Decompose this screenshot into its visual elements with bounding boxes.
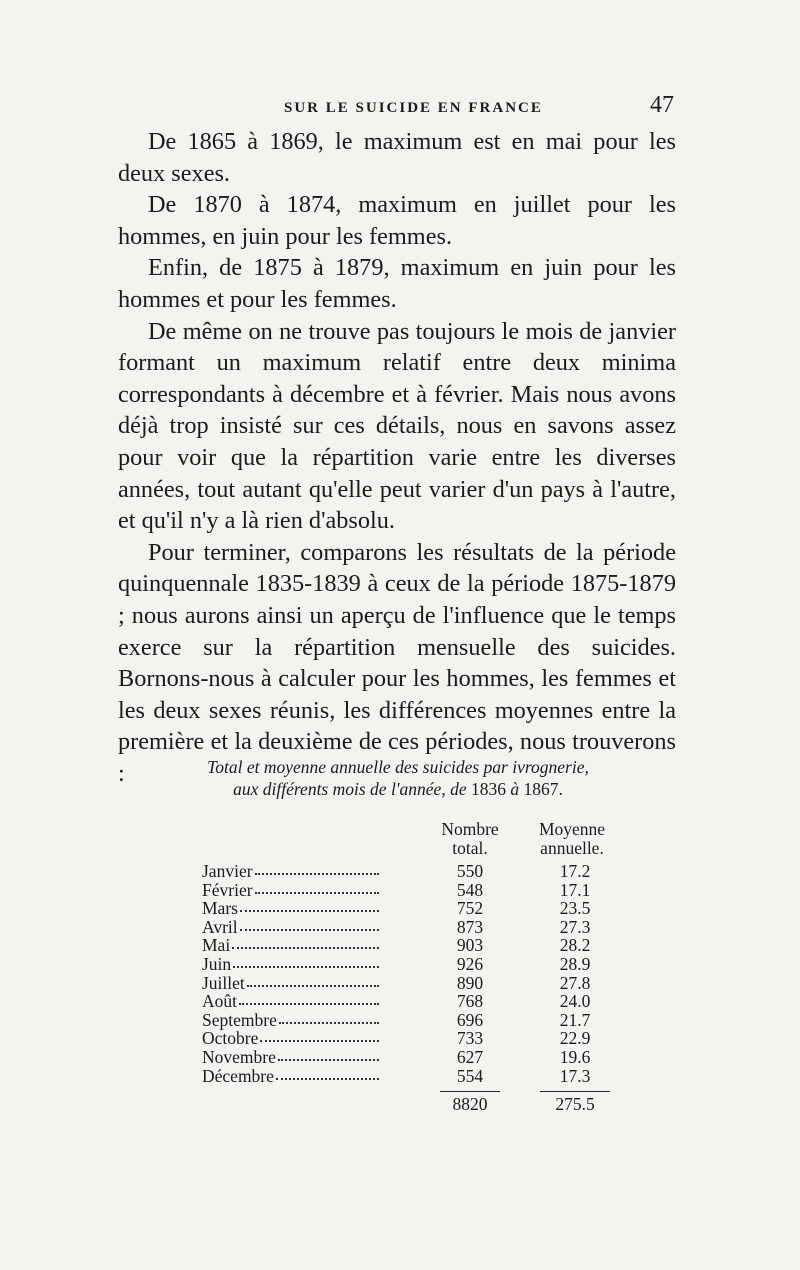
month-label: Octobre bbox=[202, 1028, 259, 1049]
table-row bbox=[190, 899, 630, 918]
leader-dots bbox=[239, 1003, 379, 1005]
total-value: 890 bbox=[456, 972, 484, 993]
page-header bbox=[118, 92, 678, 122]
sum-average: 275.5 bbox=[555, 1094, 595, 1115]
leader-dots bbox=[276, 1078, 379, 1080]
average-value: 27.8 bbox=[559, 972, 591, 993]
month-label: Juin bbox=[202, 953, 232, 974]
table-sum-row bbox=[190, 1095, 630, 1121]
average-value: 28.9 bbox=[559, 953, 591, 974]
average-value: 17.2 bbox=[559, 861, 591, 881]
average-value: 21.7 bbox=[559, 1009, 591, 1030]
leader-dots bbox=[255, 892, 379, 894]
leader-dots bbox=[255, 873, 379, 875]
leader-dots bbox=[247, 985, 379, 987]
month-label: Juillet bbox=[202, 972, 245, 993]
suicide-table bbox=[190, 820, 630, 1121]
caption-year-end: 1867. bbox=[523, 779, 563, 799]
paragraph: De 1865 à 1869, le maximum est en mai pour les deux sexes. bbox=[118, 128, 676, 187]
paragraph: Enfin, de 1875 à 1879, maximum en juin pour les hommes et pour les femmes. bbox=[118, 254, 676, 313]
sum-rule-average bbox=[540, 1091, 610, 1092]
average-value: 24.0 bbox=[559, 991, 591, 1012]
month-label: Avril bbox=[202, 916, 238, 937]
leader-dots bbox=[279, 1022, 379, 1024]
table-row bbox=[190, 992, 630, 1011]
table-row bbox=[190, 862, 630, 881]
total-value: 873 bbox=[456, 916, 484, 937]
column-header-total bbox=[425, 820, 515, 858]
table-row bbox=[190, 974, 630, 993]
column-header-text: total. bbox=[452, 838, 488, 858]
table-row bbox=[190, 881, 630, 900]
table-row bbox=[190, 1029, 630, 1048]
paragraph: De 1870 à 1874, maximum en juillet pour les hommes, en juin pour les femmes. bbox=[118, 191, 676, 250]
average-value: 17.1 bbox=[559, 879, 591, 900]
month-label: Août bbox=[202, 991, 237, 1012]
table-row bbox=[190, 936, 630, 955]
month-label: Décembre bbox=[202, 1065, 274, 1086]
leader-dots bbox=[278, 1059, 379, 1061]
caption-text: aux différents mois de l'année, de bbox=[233, 779, 471, 799]
average-value: 19.6 bbox=[559, 1046, 591, 1067]
caption-year-start: 1836 bbox=[470, 779, 506, 799]
table-body bbox=[190, 862, 630, 1085]
column-header-average bbox=[522, 820, 622, 858]
average-value: 28.2 bbox=[559, 935, 591, 956]
month-label: Septembre bbox=[202, 1009, 277, 1030]
total-value: 768 bbox=[456, 991, 484, 1012]
average-value: 23.5 bbox=[559, 898, 591, 919]
table-caption bbox=[118, 756, 678, 800]
total-value: 627 bbox=[456, 1046, 484, 1067]
caption-line bbox=[118, 778, 678, 800]
table-row bbox=[190, 955, 630, 974]
table-row bbox=[190, 1067, 630, 1086]
total-value: 752 bbox=[456, 898, 484, 919]
month-label: Novembre bbox=[202, 1046, 276, 1067]
paragraph: De même on ne trouve pas toujours le mois de janvier formant un maximum relatif entre deux minima correspondants à décembre et à février. Mais nous avons déjà trop insisté sur ces détails, nous en savons assez pour voir que la répartition varie entre les diverses années, tout autant qu'elle peut varier d'un pays à l'autre, et qu'il n'y a là rien d'absolu. bbox=[118, 317, 676, 535]
table-column-headers bbox=[190, 820, 630, 862]
leader-dots bbox=[240, 910, 379, 912]
total-value: 550 bbox=[456, 861, 484, 881]
sum-total: 8820 bbox=[452, 1094, 488, 1115]
month-label: Février bbox=[202, 879, 253, 900]
leader-dots bbox=[232, 947, 379, 949]
total-value: 548 bbox=[456, 879, 484, 900]
average-value: 27.3 bbox=[559, 916, 591, 937]
month-label: Janvier bbox=[202, 861, 253, 881]
page-number: 47 bbox=[650, 92, 674, 118]
month-label: Mai bbox=[202, 935, 231, 956]
caption-line: Total et moyenne annuelle des suicides par ivrognerie, bbox=[207, 757, 589, 777]
column-header-text: Nombre bbox=[441, 819, 499, 839]
caption-text: à bbox=[505, 779, 524, 799]
leader-dots bbox=[240, 929, 379, 931]
sum-rule-total bbox=[440, 1091, 500, 1092]
leader-dots bbox=[260, 1040, 379, 1042]
total-value: 554 bbox=[456, 1065, 484, 1086]
body-text bbox=[118, 126, 676, 789]
table-row bbox=[190, 1048, 630, 1067]
column-header-text: annuelle. bbox=[540, 838, 604, 858]
total-value: 733 bbox=[456, 1028, 484, 1049]
total-value: 696 bbox=[456, 1009, 484, 1030]
paragraph: Pour terminer, comparons les résultats de la période quinquennale 1835-1839 à ceux de la période 1875-1879 ; nous aurons ainsi un aperçu de l'influence que le temps exerce sur la répartition mensuelle des suicides. Bornons-nous à calculer pour les hommes, les femmes et les deux sexes réunis, les différences moyennes entre la première et la deuxième de ces périodes, nous trouverons : bbox=[118, 538, 676, 787]
running-title: SUR LE SUICIDE EN FRANCE bbox=[284, 100, 543, 116]
month-label: Mars bbox=[202, 898, 238, 919]
total-value: 926 bbox=[456, 953, 484, 974]
average-value: 22.9 bbox=[559, 1028, 591, 1049]
average-value: 17.3 bbox=[559, 1065, 591, 1086]
table-row bbox=[190, 1011, 630, 1030]
table-row bbox=[190, 918, 630, 937]
column-header-text: Moyenne bbox=[538, 819, 606, 839]
total-value: 903 bbox=[456, 935, 484, 956]
leader-dots bbox=[233, 966, 379, 968]
